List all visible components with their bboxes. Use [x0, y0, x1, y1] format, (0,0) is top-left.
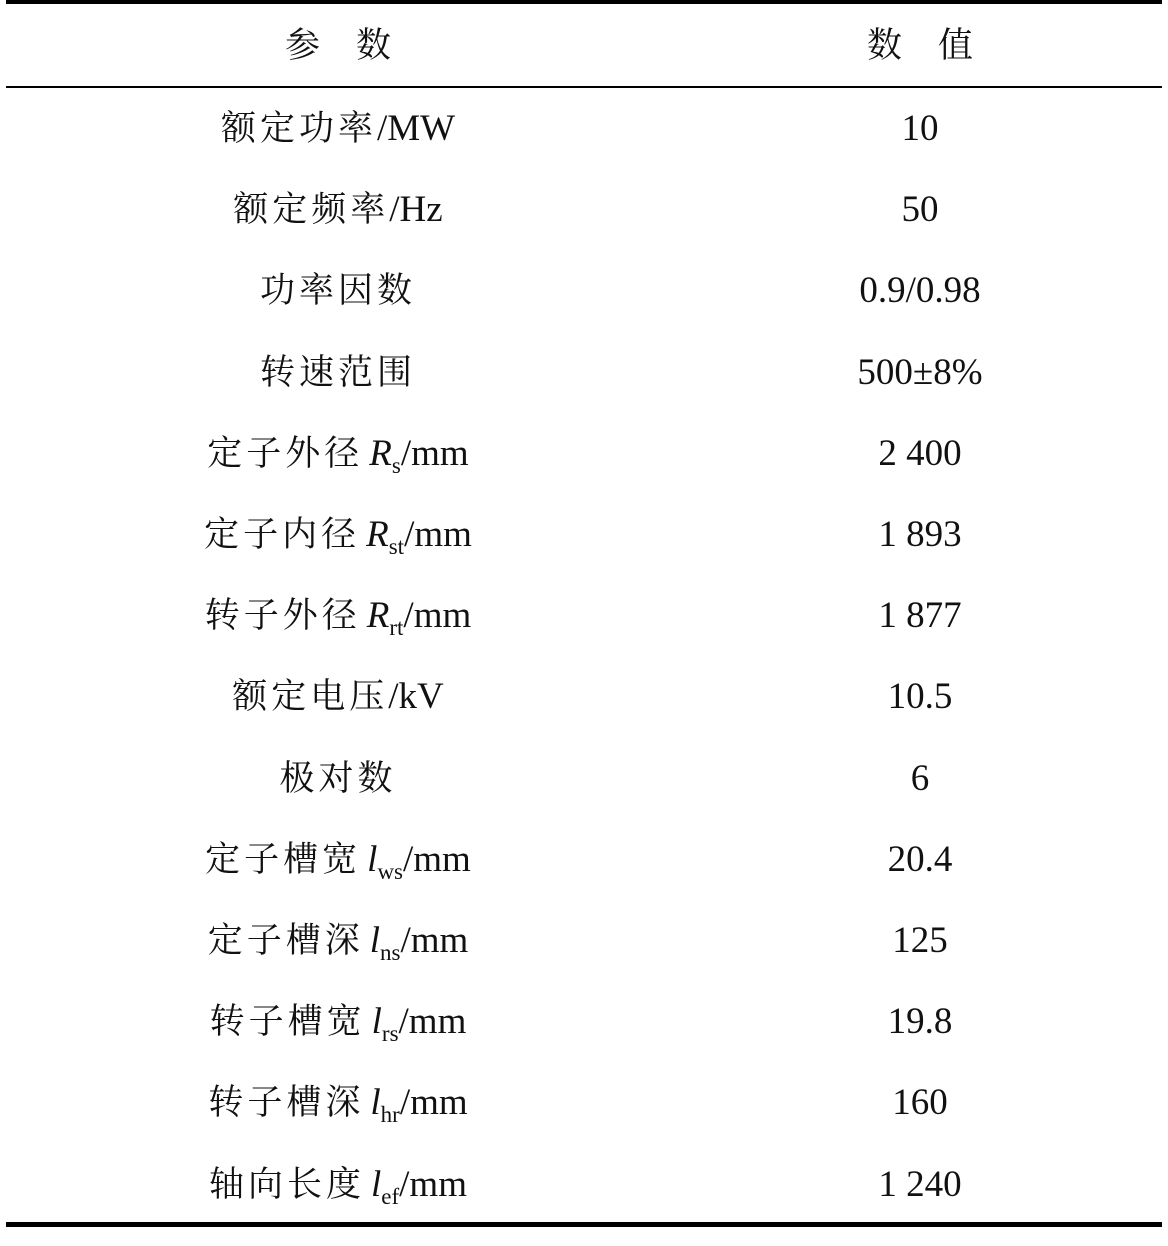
- value-cell: 6: [910, 757, 930, 799]
- value-cell: 1 240: [878, 1163, 962, 1205]
- table-bottom-rule: [6, 1222, 1162, 1227]
- param-cell: [38, 190, 638, 230]
- param-cell: [38, 515, 638, 567]
- param-unit: /mm: [400, 432, 469, 474]
- param-name: 定子槽宽: [205, 839, 362, 880]
- param-cell: [38, 1002, 638, 1054]
- param-subscript: s: [391, 452, 401, 478]
- value-cell: 1 893: [878, 514, 962, 555]
- param-cell: [38, 1083, 638, 1135]
- table-row: [0, 596, 1168, 677]
- param-unit: /mm: [399, 1163, 467, 1205]
- value-cell: 20.4: [887, 838, 953, 880]
- param-symbol: l: [370, 1082, 381, 1124]
- param-unit: /mm: [400, 920, 469, 961]
- param-subscript: st: [388, 534, 405, 559]
- param-subscript: ef: [381, 1183, 400, 1209]
- table-row: [0, 1002, 1168, 1083]
- param-cell: [38, 434, 638, 486]
- param-cell: [38, 677, 638, 717]
- table-row: [0, 1083, 1168, 1164]
- param-name: 转子槽宽: [209, 1002, 366, 1043]
- param-unit: /mm: [403, 595, 472, 637]
- param-cell: [38, 921, 638, 973]
- param-cell: [38, 271, 638, 311]
- param-name: 转速范围: [259, 352, 416, 393]
- param-name: 定子外径: [207, 433, 364, 474]
- param-symbol: l: [371, 1163, 382, 1205]
- param-name: 额定功率: [220, 109, 377, 149]
- table-row: [0, 353, 1168, 434]
- param-symbol: R: [369, 432, 392, 474]
- table-row: [0, 677, 1168, 758]
- param-cell: [38, 759, 638, 799]
- param-name: 定子槽深: [207, 921, 364, 961]
- table-header-rule: [6, 86, 1162, 88]
- table-row: [0, 109, 1168, 190]
- table-row: [0, 921, 1168, 1002]
- param-name: 轴向长度: [208, 1164, 365, 1205]
- value-cell: 19.8: [887, 1001, 953, 1043]
- value-cell: 125: [892, 920, 948, 961]
- value-cell: 0.9/0.98: [859, 270, 981, 312]
- table-header-row: [0, 0, 1168, 88]
- param-cell: [38, 840, 638, 892]
- param-symbol: l: [369, 920, 380, 961]
- table-row: [0, 271, 1168, 352]
- header-value-char-2: 值: [938, 26, 974, 66]
- header-value-char-1: 数: [866, 26, 902, 66]
- value-cell: 1 877: [878, 595, 962, 637]
- table-row: [0, 190, 1168, 271]
- param-cell: [38, 596, 638, 648]
- param-unit: /mm: [398, 1001, 467, 1043]
- value-cell: 10: [901, 108, 939, 149]
- param-name: 额定频率: [233, 190, 390, 231]
- param-unit: /kV: [388, 676, 444, 718]
- param-symbol: R: [366, 514, 389, 555]
- param-symbol: R: [366, 595, 390, 637]
- param-unit: /Hz: [389, 189, 443, 231]
- header-param-char-2: 数: [356, 26, 392, 66]
- value-cell: 10.5: [887, 676, 953, 718]
- table-row: [0, 840, 1168, 921]
- header-param: [38, 26, 638, 66]
- param-subscript: ws: [377, 858, 403, 884]
- param-name: 转子外径: [204, 596, 361, 637]
- param-symbol: l: [371, 1001, 382, 1043]
- table-row: [0, 759, 1168, 840]
- value-cell: 500±8%: [857, 351, 983, 393]
- param-subscript: rs: [381, 1021, 399, 1047]
- param-subscript: hr: [380, 1102, 400, 1128]
- param-cell: [38, 1165, 638, 1217]
- value-cell: 2 400: [878, 432, 962, 474]
- param-unit: /MW: [376, 108, 456, 149]
- param-unit: /mm: [404, 514, 472, 555]
- param-unit: /mm: [403, 838, 471, 880]
- param-cell: [38, 109, 638, 149]
- param-name: 功率因数: [259, 271, 416, 312]
- header-param-char-1: 参: [284, 26, 320, 66]
- param-name: 极对数: [279, 758, 397, 799]
- param-name: 定子内径: [204, 515, 361, 555]
- param-name: 转子槽深: [208, 1083, 365, 1124]
- value-cell: 160: [892, 1082, 948, 1124]
- param-cell: [38, 353, 638, 393]
- value-cell: 50: [901, 189, 939, 231]
- header-value: [720, 26, 1120, 66]
- param-unit: /mm: [399, 1082, 468, 1124]
- table-row: [0, 1165, 1168, 1246]
- table-row: [0, 515, 1168, 596]
- param-symbol: l: [367, 838, 378, 880]
- param-subscript: ns: [380, 940, 401, 965]
- param-subscript: rt: [389, 615, 404, 641]
- table-row: [0, 434, 1168, 515]
- param-name: 额定电压: [232, 677, 389, 718]
